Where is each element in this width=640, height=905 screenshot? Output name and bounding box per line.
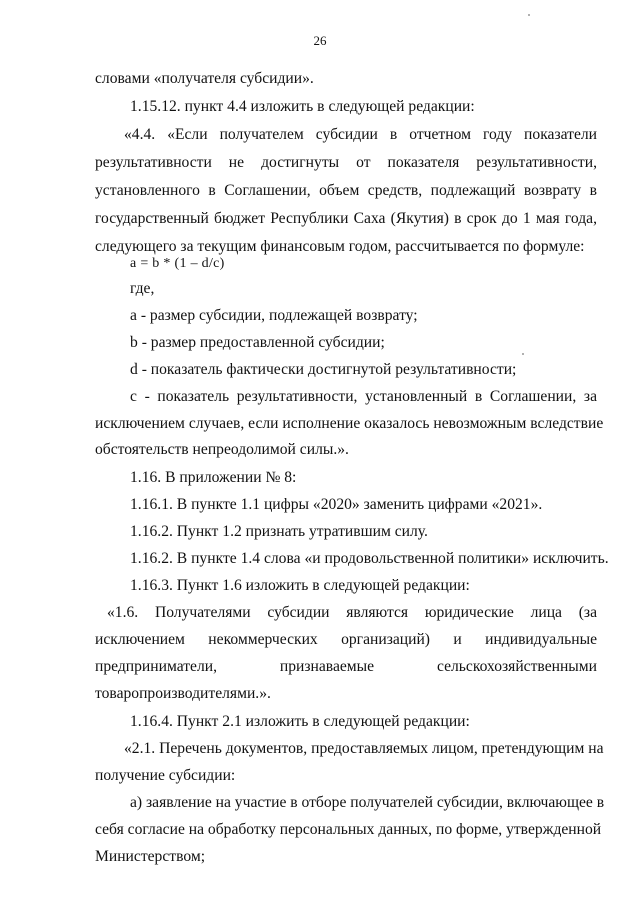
text-line: 1.15.12. пункт 4.4 изложить в следующей редакции: [130, 98, 475, 115]
text-line: «1.6. Получателями субсидии являются юридические лица (за [107, 604, 597, 621]
text-line: 1.16. В приложении № 8: [130, 469, 297, 486]
text-line: 1.16.2. Пункт 1.2 признать утратившим силу. [130, 523, 428, 540]
scan-speck [522, 353, 524, 355]
text-line: а) заявление на участие в отборе получателей субсидии, включающее в [130, 794, 605, 811]
text-line: b - размер предоставленной субсидии; [130, 334, 385, 351]
text-line: 1.16.2. В пункте 1.4 слова «и продовольственной политики» исключить. [130, 550, 609, 567]
text-line: 1.16.3. Пункт 1.6 изложить в следующей редакции: [130, 577, 470, 594]
text-line: Министерством; [95, 848, 206, 865]
text-line: исключением случаев, если исполнение оказалось невозможным вследствие [95, 415, 604, 432]
text-line: «4.4. «Если получателем субсидии в отчетном году показатели [124, 126, 597, 143]
scan-speck [528, 14, 530, 16]
text-line: товаропроизводителями.». [95, 685, 271, 702]
text-line: где, [130, 280, 155, 297]
text-line: 1.16.4. Пункт 2.1 изложить в следующей редакции: [130, 713, 470, 730]
formula: a = b * (1 – d/c) [130, 256, 225, 271]
text-line: получение субсидии: [95, 767, 236, 784]
text-line: следующего за текущим финансовым годом, рассчитывается по формуле: [95, 238, 585, 255]
text-line: исключением некоммерческих организаций) и индивидуальные [95, 631, 597, 648]
text-line: установленного в Соглашении, объем средств, подлежащий возврату в [95, 182, 597, 199]
text-line: словами «получателя субсидии». [95, 70, 314, 87]
text-line: a - размер субсидии, подлежащей возврату; [130, 307, 418, 324]
text-line: c - показатель результативности, установленный в Соглашении, за [130, 388, 597, 405]
text-line: 1.16.1. В пункте 1.1 цифры «2020» заменить цифрами «2021». [130, 496, 543, 513]
text-line: «2.1. Перечень документов, предоставляемых лицом, претендующим на [124, 740, 604, 757]
text-line: обстоятельств непреодолимой силы.». [95, 441, 349, 458]
text-line: предприниматели, признаваемые сельскохозяйственными [95, 658, 597, 675]
text-line: себя согласие на обработку персональных данных, по форме, утвержденной [95, 821, 602, 838]
page-number: 26 [313, 33, 327, 48]
text-line: d - показатель фактически достигнутой результативности; [130, 361, 517, 378]
text-line: государственный бюджет Республики Саха (Якутия) в срок до 1 мая года, [95, 210, 597, 227]
text-line: результативности не достигнуты от показателя результативности, [95, 154, 597, 171]
